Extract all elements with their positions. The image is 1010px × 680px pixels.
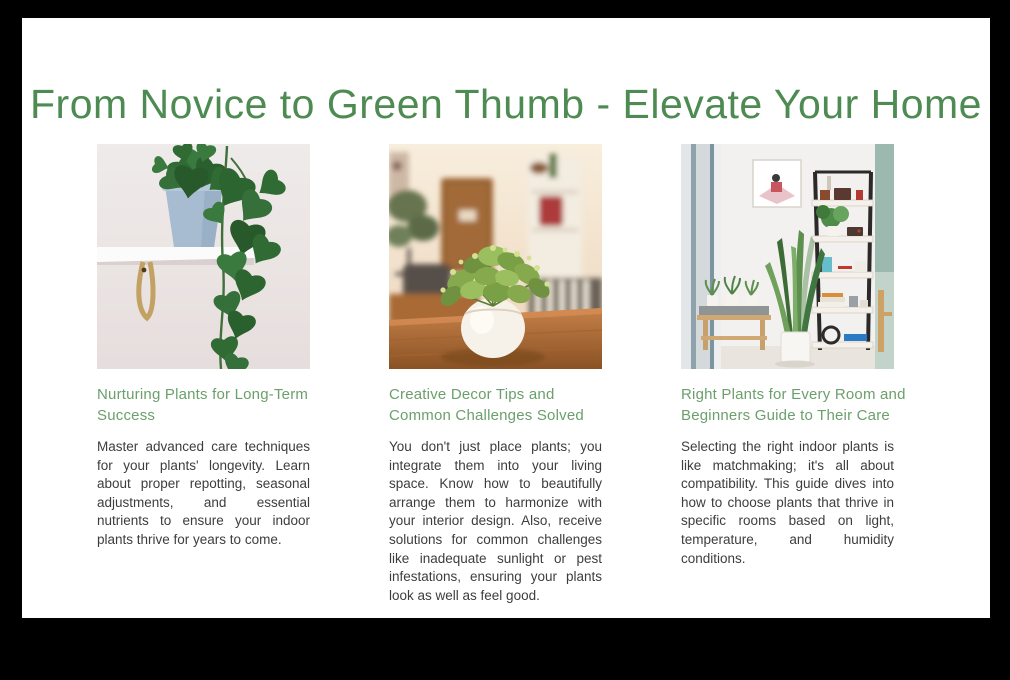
heading-line: Success [97, 407, 156, 424]
wall-poster [389, 152, 409, 196]
card-heading [389, 384, 602, 426]
photo-room-ladder-shelf [681, 144, 894, 369]
heading-line: Nurturing Plants for Long-Term [97, 386, 309, 403]
card-body-text: Selecting the right indoor plants is like matchmaking; it's all about compatibility. This guide dives into how to choose plants that thrive in specific rooms based on light, temperature, and humidity conditions. [681, 439, 894, 566]
page-title: From Novice to Green Thumb - Elevate Your Home [30, 81, 982, 128]
heading-line: Common Challenges Solved [389, 407, 584, 424]
card-body-text: Master advanced care techniques for your plants' longevity. Learn about proper repotting, seasonal adjustments, and essential nutrients to ensure your indoor plants thrive for years to come. [97, 439, 310, 547]
green-bottle [549, 154, 557, 178]
wood-decor [530, 162, 548, 174]
card-columns [97, 144, 906, 605]
snake-plant-shadow [775, 361, 815, 368]
card-right-plants [681, 144, 906, 605]
room-corner-illustration [681, 144, 894, 369]
background-shelf-unit [528, 154, 582, 277]
framed-art-print [753, 160, 801, 207]
table-plant-illustration [389, 144, 602, 369]
card-body-text: You don't just place plants; you integrate them into your living space. Know how to beautifully arrange them to harmonize with your interior design. Also, receive solutions for common challenges like inadequate sunlight or pest infestations, ensuring your plants look as well as feel good. [389, 439, 602, 603]
page [22, 18, 990, 618]
door-frame-strips [681, 144, 721, 369]
heading-line: Right Plants for Every Room and [681, 386, 906, 403]
heading-line: Beginners Guide to Their Care [681, 407, 890, 424]
card-heading [97, 384, 310, 426]
card-heading [681, 384, 906, 426]
card-nurturing-plants [97, 144, 310, 605]
red-object [539, 196, 563, 226]
white-round-pot [461, 298, 525, 358]
heading-line: Creative Decor Tips and [389, 386, 555, 403]
photo-pothos-on-shelf [97, 144, 310, 369]
photo-plant-on-table [389, 144, 602, 369]
teal-wall-strip [875, 144, 894, 369]
snake-plant-pot [781, 332, 810, 363]
card-creative-decor [389, 144, 602, 605]
pothos-shelf-illustration [97, 144, 310, 369]
